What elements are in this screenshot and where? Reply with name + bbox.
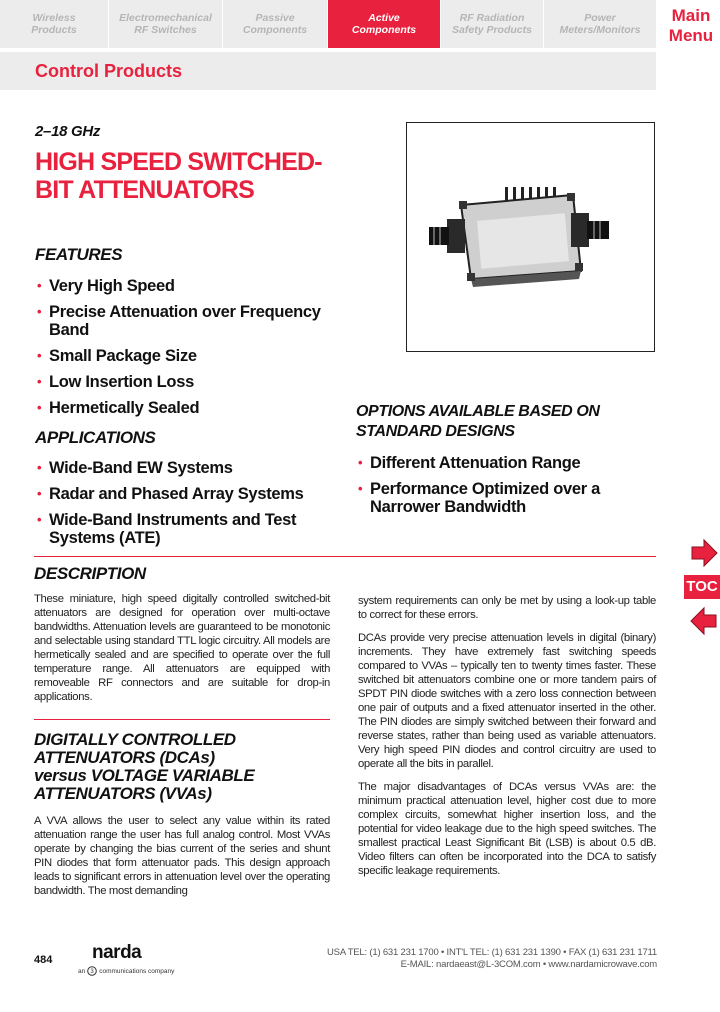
- list-item: [35, 399, 340, 417]
- paragraph: The major disadvantages of DCAs versus VVAs are: the minimum practical attenuation level, higher cost due to more complex circuits, somewhat higher insertion loss, and the potential for video leakage due to the high speed switches. The smallest practical Least Significant Bit (LSB) is about 0.5 dB. Video filters can often be incorporated into the DCA to satisfy specific leakage requirements.: [358, 781, 656, 877]
- frequency-range: 2–18 GHz: [35, 123, 101, 140]
- list-item-text: Hermetically Sealed: [49, 399, 200, 417]
- toc-button[interactable]: TOC: [684, 575, 720, 599]
- bullet-icon: •: [37, 374, 42, 389]
- arrow-right-icon: [690, 538, 718, 568]
- dca-vva-heading: [34, 731, 330, 803]
- bullet-icon: •: [358, 455, 363, 470]
- tab-active-components[interactable]: [328, 0, 440, 48]
- features-heading: FEATURES: [35, 245, 123, 264]
- category-bar: [0, 52, 656, 90]
- list-item: [35, 277, 340, 295]
- list-item-text: Very High Speed: [49, 277, 175, 295]
- bullet-icon: •: [37, 486, 42, 501]
- tab-label: Products: [31, 24, 77, 36]
- tab-wireless-products[interactable]: [0, 0, 108, 48]
- section-divider: [34, 719, 330, 720]
- applications-heading: APPLICATIONS: [35, 428, 156, 447]
- features-list: [35, 277, 340, 425]
- list-item: [356, 480, 646, 516]
- tab-label: RF Radiation: [459, 12, 525, 24]
- bullet-icon: •: [37, 460, 42, 475]
- list-item: [35, 347, 340, 365]
- l3-logo-icon: [87, 966, 97, 976]
- category-title: Control Products: [35, 61, 182, 81]
- dca-vva-text: [34, 814, 330, 907]
- brand-subtitle: [78, 966, 174, 976]
- tab-label: Meters/Monitors: [559, 24, 641, 36]
- paragraph: system requirements can only be met by using a look-up table to correct for these errors.: [358, 595, 656, 621]
- main-menu-link[interactable]: [662, 6, 720, 46]
- list-item-text: Precise Attenuation over Frequency Band: [49, 303, 321, 339]
- contact-email-web: E-MAIL: nardaeast@L-3COM.com • www.nardamicrowave.com: [400, 959, 657, 970]
- main-menu-label: Main: [671, 6, 711, 25]
- heading-line: ATTENUATORS (VVAs): [34, 784, 212, 803]
- options-list: [356, 454, 646, 524]
- tab-label: Power: [584, 12, 616, 24]
- list-item-text: Performance Optimized over a Narrower Bandwidth: [370, 480, 601, 516]
- tab-label: Passive: [255, 12, 295, 24]
- tab-power-meters-monitors[interactable]: [544, 0, 656, 48]
- tab-label: RF Switches: [134, 24, 197, 36]
- paragraph: A VVA allows the user to select any value within its rated attenuation range the user has full analog control. Most VVAs operate by changing the bias current of the series and shunt PIN diodes that form attenuator pads. This design approach leads to significant errors in attenuation level over the operating bandwidth. The most demanding: [34, 815, 330, 897]
- arrow-left-icon: [690, 606, 718, 636]
- main-menu-label: Menu: [668, 26, 714, 45]
- list-item: [356, 454, 646, 472]
- list-item-text: Wide-Band EW Systems: [49, 459, 233, 477]
- bullet-icon: •: [37, 278, 42, 293]
- list-item-text: Small Package Size: [49, 347, 197, 365]
- list-item-text: Wide-Band Instruments and Test Systems (ATE): [49, 511, 297, 547]
- page-number: 484: [34, 954, 53, 966]
- heading-line: DIGITALLY CONTROLLED: [34, 730, 236, 749]
- section-divider: [34, 556, 656, 557]
- brand-sub-suffix: communications company: [99, 967, 175, 975]
- contact-phone: USA TEL: (1) 631 231 1700 • INT'L TEL: (1) 631 231 1390 • FAX (1) 631 231 1711: [327, 947, 657, 958]
- brand-sub-prefix: an: [78, 967, 86, 975]
- tab-label: Components: [242, 24, 308, 36]
- tab-rf-radiation-safety-products[interactable]: [441, 0, 543, 48]
- tab-passive-components[interactable]: [223, 0, 327, 48]
- product-photo: [406, 122, 655, 352]
- list-item-text: Different Attenuation Range: [370, 454, 581, 472]
- list-item: [35, 373, 340, 391]
- description-text: [34, 592, 330, 713]
- paragraph: DCAs provide very precise attenuation levels in digital (binary) increments. They have extremely fast switching speeds compared to VVAs – typically ten to twenty times faster. These switched bit attenuators combine one or more tandem pairs of SPDT PIN diode switches with a zero loss connection between one pair of outputs and a fixed attenuator inserted in the other. The PIN diodes are simply switched between their forward and reverse states, rather than being used as variable attenuators. Very high speed PIN diodes and control circuitry are used to operate all the bits in parallel.: [358, 632, 656, 770]
- list-item: [35, 485, 335, 503]
- bullet-icon: •: [37, 400, 42, 415]
- bullet-icon: •: [358, 481, 363, 496]
- attenuator-module-illustration: [407, 123, 654, 351]
- applications-list: [35, 459, 335, 555]
- tab-label: Wireless: [32, 12, 76, 24]
- tab-label: Electromechanical: [119, 12, 212, 24]
- top-navigation: [0, 0, 656, 48]
- svg-text:3: 3: [90, 969, 94, 976]
- list-item-text: Low Insertion Loss: [49, 373, 194, 391]
- paragraph: These miniature, high speed digitally controlled switched-bit attenuators are designed for operation over multi-octave bandwidths. Attenuation levels are guaranteed to be monotonic and selectable using standard TTL logic circuitry. All models are hermetically sealed and are specified to operate over the full temperature range. All attenuators are equipped with removeable RF connectors and are suitable for drop-in applications.: [34, 593, 330, 703]
- list-item: [35, 459, 335, 477]
- right-column-text: [358, 594, 656, 887]
- tab-label: Active: [368, 12, 400, 24]
- brand-logo: narda: [92, 942, 142, 963]
- tab-label: Components: [351, 24, 417, 36]
- next-page-button[interactable]: [690, 538, 718, 573]
- bullet-icon: •: [37, 304, 42, 319]
- previous-page-button[interactable]: [690, 606, 718, 641]
- bullet-icon: •: [37, 512, 42, 527]
- description-heading: DESCRIPTION: [34, 564, 146, 583]
- list-item-text: Radar and Phased Array Systems: [49, 485, 304, 503]
- heading-line: ATTENUATORS (DCAs): [34, 748, 215, 767]
- tab-electromechanical-rf-switches[interactable]: [109, 0, 222, 48]
- heading-line: versus VOLTAGE VARIABLE: [34, 766, 255, 785]
- list-item: [35, 511, 335, 547]
- page-title: HIGH SPEED SWITCHED-BIT ATTENUATORS: [35, 148, 322, 204]
- tab-label: Safety Products: [452, 24, 532, 36]
- options-heading: OPTIONS AVAILABLE BASED ON STANDARD DESIGNS: [356, 403, 600, 440]
- bullet-icon: •: [37, 348, 42, 363]
- list-item: [35, 303, 340, 339]
- contact-info: [327, 947, 657, 971]
